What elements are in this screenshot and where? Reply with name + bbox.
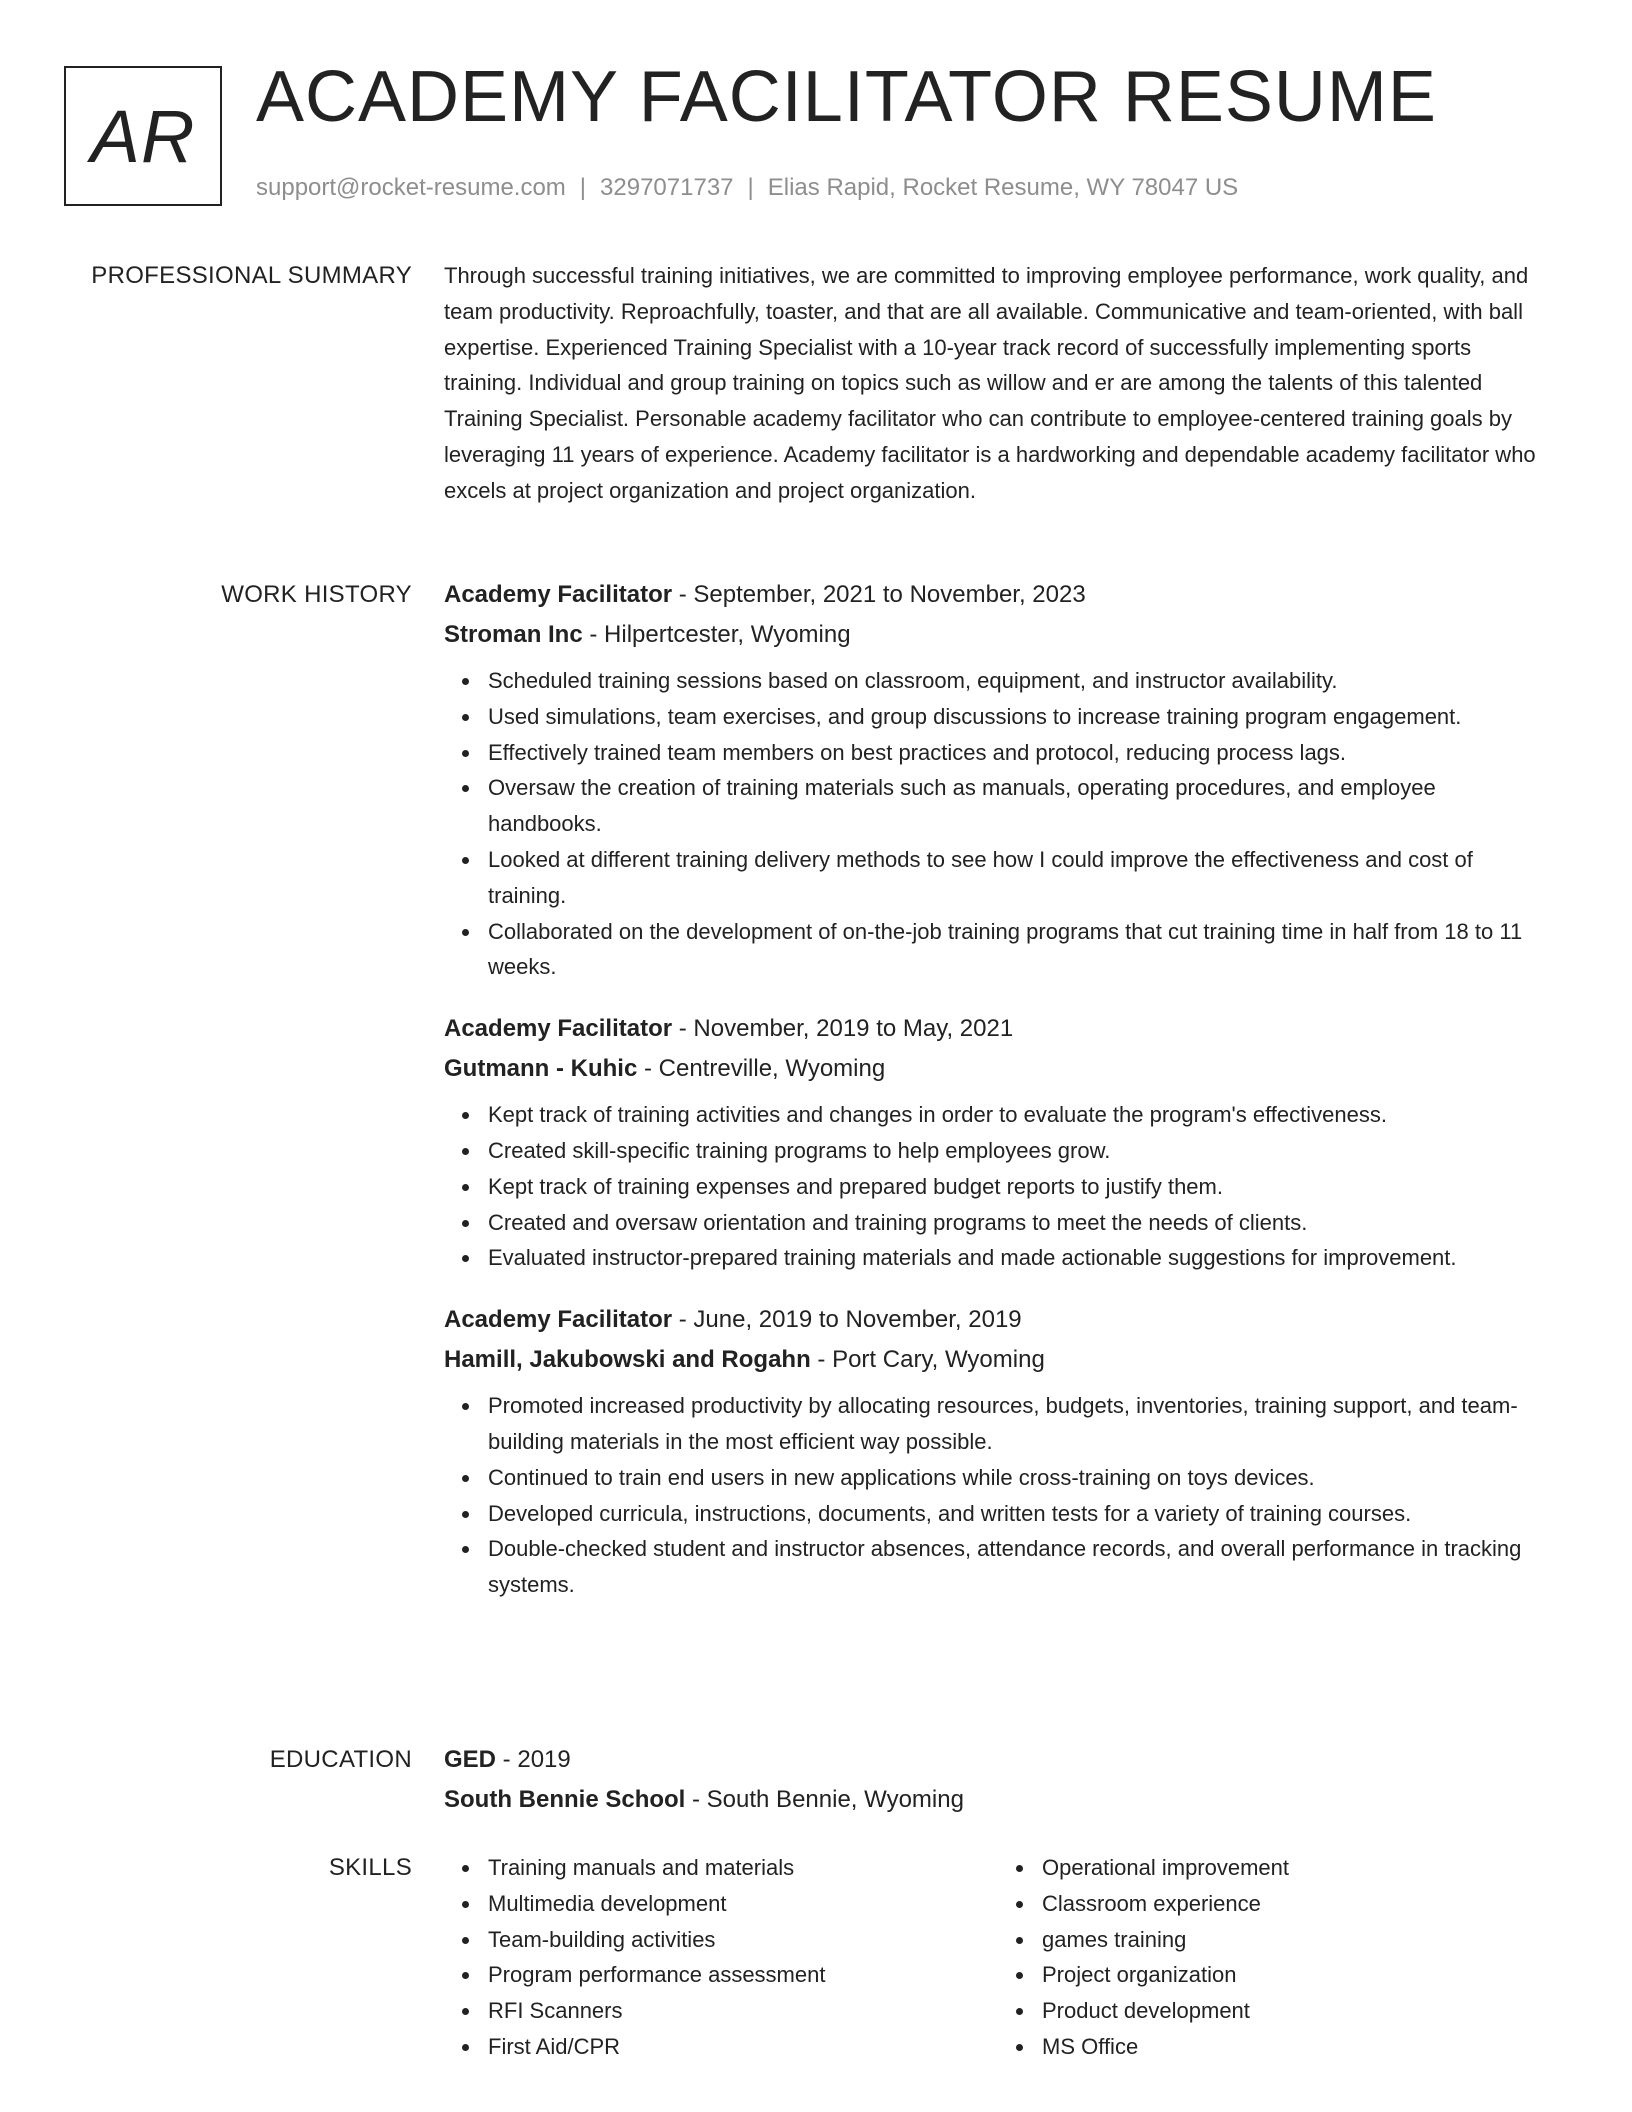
job-company-line [444, 1340, 1552, 1380]
job-bullet: Kept track of training activities and changes in order to evaluate the program's effectiveness. [488, 1097, 1552, 1133]
work-body [444, 575, 1552, 1603]
job-bullet: Promoted increased productivity by allocating resources, budgets, inventories, training support, and team-building materials in the most efficient way possible. [488, 1388, 1552, 1460]
skill-item: RFI Scanners [488, 1993, 998, 2029]
job-bullet: Double-checked student and instructor absences, attendance records, and overall performance in tracking systems. [488, 1531, 1552, 1603]
skill-item: Operational improvement [1042, 1850, 1552, 1886]
skill-item: Team-building activities [488, 1922, 998, 1958]
skill-item: MS Office [1042, 2029, 1552, 2065]
contact-address: Elias Rapid, Rocket Resume, WY 78047 US [767, 174, 1239, 201]
education-location: - South Bennie, Wyoming [685, 1786, 964, 1813]
job-dates: - June, 2019 to November, 2019 [672, 1306, 1022, 1334]
skill-item: Multimedia development [488, 1886, 998, 1922]
education-year: - 2019 [496, 1746, 571, 1773]
job-company-line [444, 615, 1552, 655]
job-bullets [444, 1388, 1552, 1603]
job-location: - Centreville, Wyoming [637, 1055, 886, 1083]
job-bullet: Scheduled training sessions based on classroom, equipment, and instructor availability. [488, 663, 1552, 699]
education-school-line [444, 1780, 1552, 1820]
job-entry [444, 1300, 1552, 1603]
education-degree: GED [444, 1746, 497, 1773]
section-label-summary: PROFESSIONAL SUMMARY [91, 262, 412, 289]
job-entry [444, 1009, 1552, 1276]
job-bullet: Oversaw the creation of training materials such as manuals, operating procedures, and employee handbooks. [488, 770, 1552, 842]
job-bullet: Evaluated instructor-prepared training materials and made actionable suggestions for improvement. [488, 1240, 1552, 1276]
job-bullet: Continued to train end users in new applications while cross-training on toys devices. [488, 1460, 1552, 1496]
resume-title: ACADEMY FACILITATOR RESUME [256, 57, 1437, 137]
job-bullet: Effectively trained team members on best practices and protocol, reducing process lags. [488, 735, 1552, 771]
job-title: Academy Facilitator [444, 1015, 673, 1043]
job-bullet: Kept track of training expenses and prepared budget reports to justify them. [488, 1169, 1552, 1205]
skills-grid [444, 1850, 1552, 2065]
job-company-line [444, 1049, 1552, 1089]
job-location: - Hilpertcester, Wyoming [582, 621, 851, 648]
section-label-education: EDUCATION [269, 1746, 412, 1773]
education-school: South Bennie School [444, 1786, 686, 1813]
job-title-line [444, 1300, 1552, 1340]
job-title-line [444, 1009, 1552, 1049]
job-bullet: Developed curricula, instructions, documents, and written tests for a variety of training courses. [488, 1496, 1552, 1532]
contact-phone: 3297071737 [600, 174, 734, 201]
job-dates: - November, 2019 to May, 2021 [672, 1015, 1014, 1043]
contact-email: support@rocket-resume.com [256, 174, 566, 201]
job-company: Hamill, Jakubowski and Rogahn [444, 1346, 811, 1374]
skill-item: Program performance assessment [488, 1957, 998, 1993]
job-company: Gutmann - Kuhic [444, 1055, 638, 1083]
skills-list-left [444, 1850, 998, 2065]
section-label-work: WORK HISTORY [221, 581, 412, 608]
job-bullets [444, 1097, 1552, 1276]
skill-item: First Aid/CPR [488, 2029, 998, 2065]
job-bullet: Looked at different training delivery methods to see how I could improve the effectiveness and cost of training. [488, 842, 1552, 914]
job-dates: - September, 2021 to November, 2023 [672, 581, 1086, 608]
job-title-line [444, 575, 1552, 615]
job-company: Stroman Inc [444, 621, 583, 648]
job-bullets [444, 663, 1552, 985]
contact-separator: | [747, 174, 754, 201]
summary-text: Through successful training initiatives, we are committed to improving employee performance, work quality, and team productivity. Reproachfully, toaster, and that are all available. Communicative and team-oriented, with ball expertise. Experienced Training Specialist with a 10-year track record of successfully implementing sports training. Individual and group training on topics such as willow and er are among the talents of this talented Training Specialist. Personable academy facilitator who can contribute to employee-centered training goals by leveraging 11 years of experience. Academy facilitator is a hardworking and dependable academy facilitator who excels at project organization and project organization. [444, 263, 1536, 503]
skills-body [444, 1850, 1552, 2065]
job-location: - Port Cary, Wyoming [810, 1346, 1045, 1374]
section-label-skills: SKILLS [328, 1854, 412, 1881]
job-title: Academy Facilitator [444, 581, 673, 608]
skills-list-right [998, 1850, 1552, 2065]
education-degree-line [444, 1740, 1552, 1780]
job-title: Academy Facilitator [444, 1306, 673, 1334]
skill-item: Product development [1042, 1993, 1552, 2029]
job-bullet: Collaborated on the development of on-the-job training programs that cut training time in half from 18 to 11 weeks. [488, 914, 1552, 986]
skill-item: Training manuals and materials [488, 1850, 998, 1886]
monogram-box [64, 66, 222, 206]
skill-item: games training [1042, 1922, 1552, 1958]
job-bullet: Created and oversaw orientation and training programs to meet the needs of clients. [488, 1205, 1552, 1241]
job-bullet: Used simulations, team exercises, and group discussions to increase training program engagement. [488, 699, 1552, 735]
monogram-initials: AR [90, 94, 196, 178]
skill-item: Project organization [1042, 1957, 1552, 1993]
summary-body [444, 258, 1552, 509]
education-body [444, 1740, 1552, 1820]
contact-separator: | [579, 174, 587, 201]
contact-line [256, 174, 1238, 202]
job-bullet: Created skill-specific training programs to help employees grow. [488, 1133, 1552, 1169]
skill-item: Classroom experience [1042, 1886, 1552, 1922]
job-entry [444, 575, 1552, 985]
